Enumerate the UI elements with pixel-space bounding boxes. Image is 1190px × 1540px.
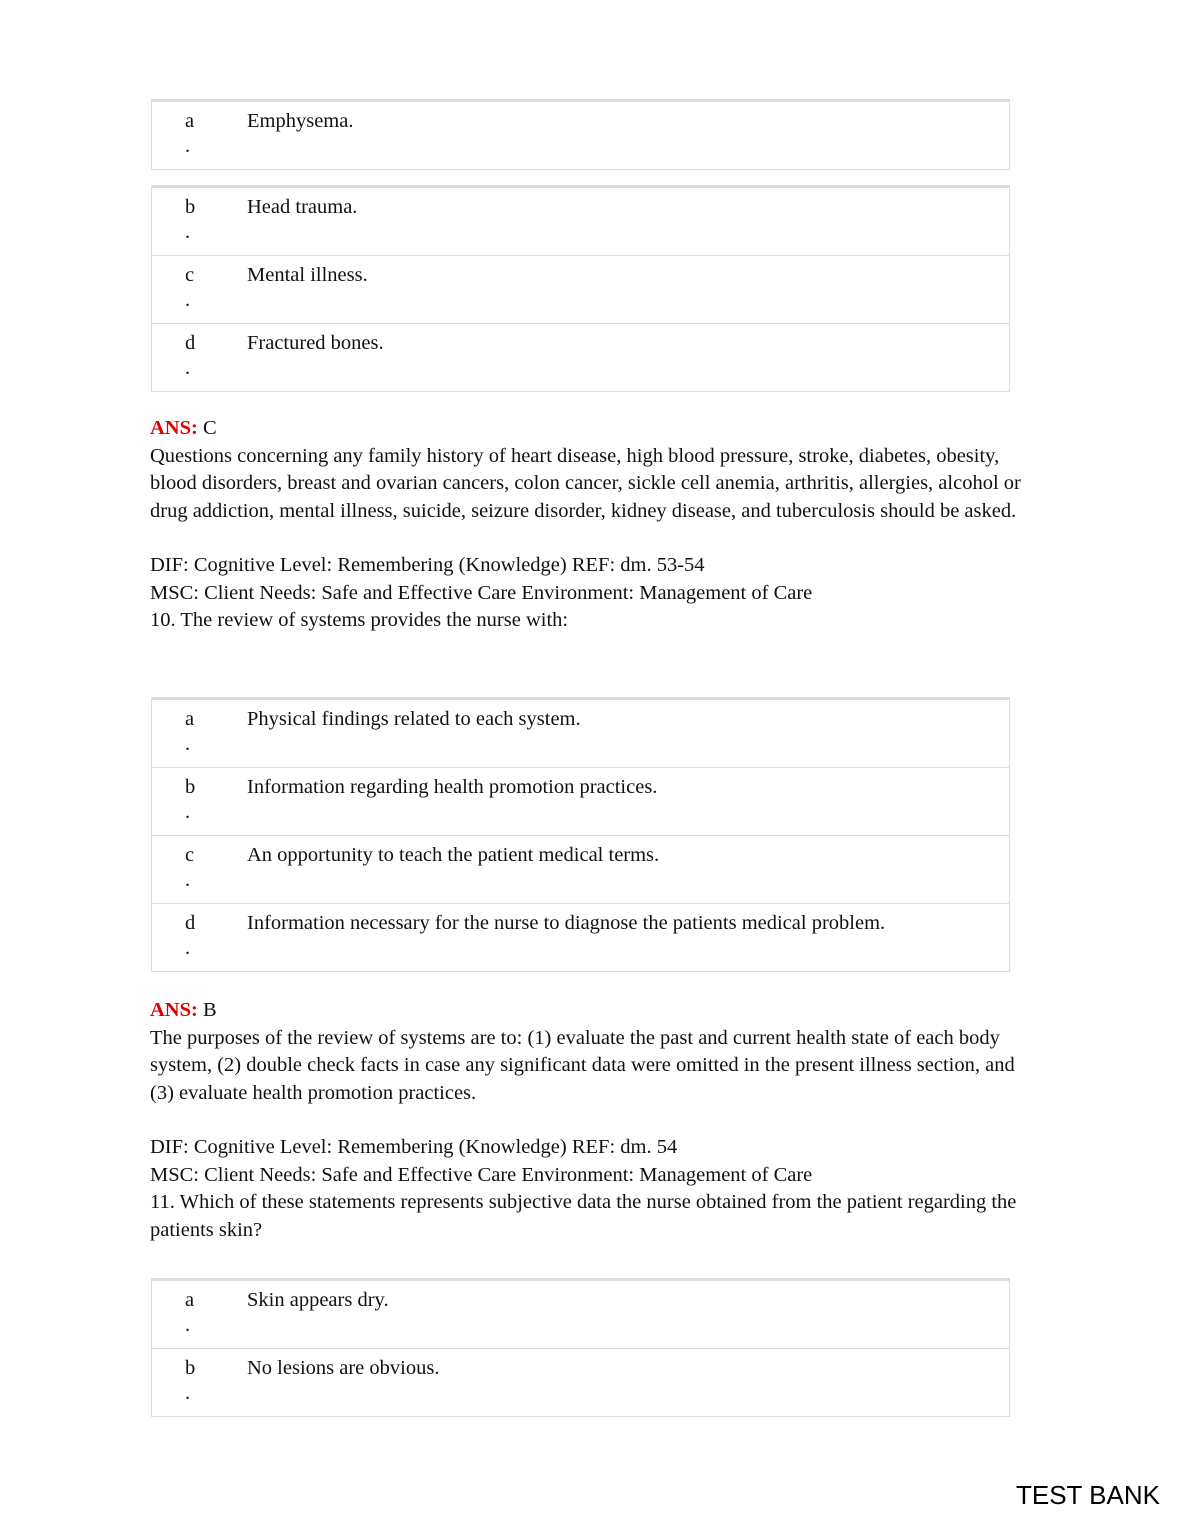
option-c: [152, 835, 1009, 903]
option-letter: a: [185, 1289, 195, 1311]
ans-label: ANS:: [150, 999, 198, 1021]
option-letter: b: [185, 1357, 196, 1379]
option-letter: a: [185, 110, 195, 132]
option-letter: b: [185, 776, 196, 798]
msc-line: MSC: Client Needs: Safe and Effective Care Environment: Management of Care: [150, 581, 813, 604]
q11-options-table: [151, 1278, 1010, 1417]
option-text: Skin appears dry.: [247, 1289, 389, 1311]
q10-answer-block: [150, 997, 1030, 1244]
option-letter: b: [185, 196, 196, 218]
option-letter: d: [185, 332, 196, 354]
option-dot: .: [185, 289, 191, 311]
q9-options-table-2: [151, 185, 1010, 392]
ans-value: C: [197, 417, 217, 439]
ans-label: ANS:: [150, 417, 198, 439]
answer-line: [150, 997, 1030, 1025]
option-text: Mental illness.: [247, 264, 368, 286]
footer-watermark: TEST BANK: [1015, 1480, 1160, 1510]
dif-line: DIF: Cognitive Level: Remembering (Knowledge) REF: dm. 53-54: [150, 554, 705, 576]
option-text: No lesions are obvious.: [247, 1357, 440, 1379]
option-letter: a: [185, 708, 195, 730]
rationale: Questions concerning any family history of heart disease, high blood pressure, stroke, diabetes, obesity, blood disorders, breast and ovarian cancers, colon cancer, sickle cell anemia, arthritis, allergies, alcohol or drug addiction, mental illness, suicide, seizure disorder, kidney disease, and tuberculosis should be asked.: [150, 444, 1021, 522]
option-a: [152, 700, 1009, 767]
question-stem: 11. Which of these statements represents subjective data the nurse obtained from the patient regarding the patients skin?: [150, 1191, 1017, 1241]
option-text: Information regarding health promotion practices.: [247, 776, 658, 798]
option-text: Physical findings related to each system.: [247, 708, 581, 730]
option-d: [152, 903, 1009, 971]
option-dot: .: [185, 869, 191, 891]
question-stem: 10. The review of systems provides the nurse with:: [150, 609, 569, 631]
option-b: [152, 188, 1009, 255]
option-letter: d: [185, 912, 196, 934]
option-dot: .: [185, 801, 191, 823]
dif-line: DIF: Cognitive Level: Remembering (Knowledge) REF: dm. 54: [150, 1136, 678, 1158]
option-b: [152, 767, 1009, 835]
option-dot: .: [185, 357, 191, 379]
ans-value: B: [197, 999, 217, 1021]
answer-line: [150, 415, 1030, 443]
option-letter: c: [185, 844, 195, 866]
option-dot: .: [185, 937, 191, 959]
q9-answer-block: [150, 415, 1030, 635]
q9-options-table-1: [151, 99, 1010, 170]
option-a: [152, 102, 1009, 169]
option-text: Emphysema.: [247, 110, 354, 132]
rationale: The purposes of the review of systems are to: (1) evaluate the past and current health state of each body system, (2) double check facts in case any significant data were omitted in the present illness section, and (3) evaluate health promotion practices.: [150, 1026, 1015, 1104]
option-text: An opportunity to teach the patient medical terms.: [247, 844, 660, 866]
option-dot: .: [185, 1382, 191, 1404]
option-dot: .: [185, 733, 191, 755]
q10-options-table: [151, 697, 1010, 972]
option-dot: .: [185, 135, 191, 157]
option-text: Head trauma.: [247, 196, 358, 218]
option-c: [152, 255, 1009, 323]
option-dot: .: [185, 221, 191, 243]
option-a: [152, 1281, 1009, 1348]
option-dot: .: [185, 1314, 191, 1336]
option-text: Information necessary for the nurse to diagnose the patients medical problem.: [247, 912, 886, 934]
option-d: [152, 323, 1009, 391]
option-b: [152, 1348, 1009, 1416]
msc-line: MSC: Client Needs: Safe and Effective Care Environment: Management of Care: [150, 1163, 813, 1186]
option-letter: c: [185, 264, 195, 286]
option-text: Fractured bones.: [247, 332, 384, 354]
